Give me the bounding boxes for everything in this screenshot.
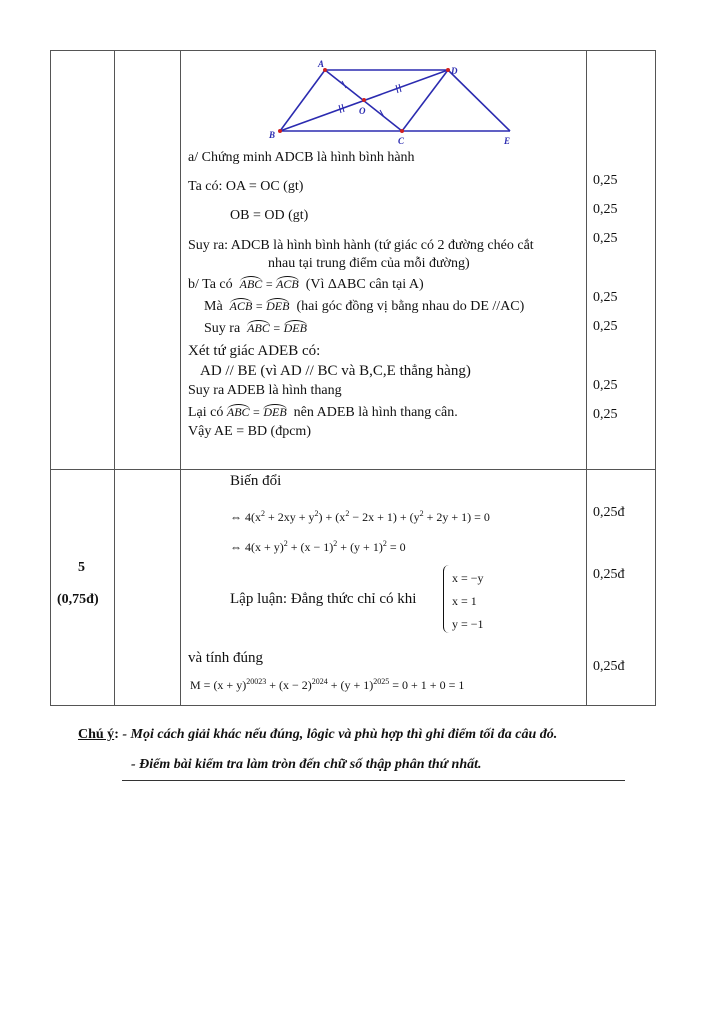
part-b-line-5: AD // BE (vì AD // BC và B,C,E thẳng hàng) [200, 363, 471, 379]
part-b-line-1 [188, 276, 424, 293]
eq-part: − 2x + 1) + (y [349, 510, 420, 524]
angle-abc: ABC [247, 321, 270, 335]
note-line-1 [78, 727, 557, 743]
eq-exponent: 2 [333, 539, 338, 548]
equals-sign: = [253, 405, 260, 419]
equals-sign: = [255, 299, 263, 313]
score-cell: 0,25 [593, 378, 618, 393]
table-border-bottom [50, 705, 656, 706]
part-b-line-7 [188, 404, 458, 421]
note-colon: : [114, 727, 119, 742]
table-col-divider-2 [180, 50, 181, 706]
part-b-line-2-reason: (hai góc đồng vị bằng nhau do DE //AC) [296, 299, 525, 314]
part-a-heading: a/ Chứng minh ADCB là hình bình hành [188, 150, 415, 165]
eq-exponent: 2 [261, 509, 265, 518]
segment-ab [280, 70, 325, 131]
segment-de [448, 70, 510, 131]
score-cell: 0,25 [593, 231, 618, 246]
angle-deb: DEB [283, 321, 307, 335]
eq-exponent: 20023 [246, 677, 267, 686]
eq-exponent: 2024 [311, 677, 328, 686]
compute-label: và tính đúng [188, 650, 263, 666]
eq-part: + (x − 1) [287, 540, 334, 554]
eq-part: M = (x + y) [190, 678, 247, 692]
eq-part: ⇔ 4(x + y) [230, 540, 284, 554]
part-b-line-2 [204, 298, 524, 315]
eq-part: + (y + 1) [337, 540, 383, 554]
angle-abc: ABC [239, 277, 263, 291]
score-cell: 0,25 [593, 407, 618, 422]
condition-3: y = −1 [452, 617, 484, 631]
eq-part: = 0 [386, 540, 406, 554]
score-cell: 0,25đ [593, 659, 625, 674]
eq-exponent: 2 [314, 509, 319, 518]
part-b-line-3-prefix: Suy ra [204, 321, 241, 336]
angle-abc: ABC [226, 405, 250, 419]
point-o [362, 98, 366, 102]
angle-deb: DEB [266, 299, 290, 313]
table-col-divider-3 [586, 50, 587, 706]
part-a-line-4: nhau tại trung điểm của mỗi đường) [268, 256, 470, 271]
label-a: A [318, 59, 325, 69]
part-b-line-4: Xét tứ giác ADEB có: [188, 343, 321, 359]
angle-acb: ACB [229, 299, 253, 313]
table-border-left [50, 50, 51, 706]
table-row-divider [50, 469, 656, 470]
eq-exponent: 2 [419, 509, 424, 518]
note-text-1: - Mọi cách giải khác nếu đúng, lôgic và phù hợp thì ghi điểm tối đa câu đó. [118, 727, 558, 742]
m-expression [190, 674, 464, 693]
eq-part: + 2y + 1) = 0 [423, 510, 490, 524]
eq-part: ) + (x [318, 510, 346, 524]
part-a-line-1: Ta có: OA = OC (gt) [188, 179, 304, 194]
condition-1: x = −y [452, 571, 484, 585]
score-cell: 0,25đ [593, 505, 625, 520]
part-b-line-1-prefix: b/ Ta có [188, 277, 233, 292]
point-c [400, 129, 404, 133]
equation-2 [230, 536, 406, 555]
part-b-line-7-prefix: Lại có [188, 405, 224, 420]
part-b-line-6: Suy ra ADEB là hình thang [188, 383, 342, 398]
part-b-line-2-prefix: Mà [204, 299, 223, 314]
system-brace [443, 565, 450, 633]
equation-1 [230, 506, 490, 525]
score-cell: 0,25 [593, 319, 618, 334]
label-d: D [451, 66, 458, 76]
part-b-line-8: Vậy AE = BD (đpcm) [188, 424, 311, 439]
eq-part: ⇔ 4(x [230, 510, 261, 524]
angle-deb: DEB [263, 405, 287, 419]
condition-2: x = 1 [452, 594, 477, 608]
table-border-right [655, 50, 656, 706]
score-cell: 0,25 [593, 202, 618, 217]
label-b: B [269, 130, 276, 140]
label-e: E [504, 136, 511, 146]
score-cell: 0,25 [593, 290, 618, 305]
part-b-line-3 [204, 320, 307, 337]
eq-exponent: 2 [345, 509, 350, 518]
equals-sign: = [273, 321, 281, 335]
score-cell: 0,25đ [593, 567, 625, 582]
question-points: (0,75đ) [57, 592, 99, 607]
eq-part: + 2xy + y [265, 510, 315, 524]
equals-sign: = [265, 277, 273, 291]
reasoning-text: Lập luận: Đẳng thức chỉ có khi [230, 591, 417, 607]
table-border-top [50, 50, 656, 51]
eq-exponent: 2025 [373, 677, 390, 686]
label-c: C [398, 136, 405, 146]
table-col-divider-1 [114, 50, 115, 706]
question-number: 5 [78, 560, 85, 575]
point-b [278, 129, 282, 133]
note-underline [122, 780, 625, 781]
part-a-line-3: Suy ra: ADCB là hình bình hành (tứ giác có 2 đường chéo cắt [188, 238, 534, 253]
eq-exponent: 2 [283, 539, 288, 548]
geometry-figure [260, 58, 520, 148]
eq-part: = 0 + 1 + 0 = 1 [389, 678, 465, 692]
eq-part: + (y + 1) [327, 678, 374, 692]
transform-label: Biến đổi [230, 473, 282, 489]
eq-part: + (x − 2) [266, 678, 312, 692]
label-o: O [359, 106, 366, 116]
part-a-line-2: OB = OD (gt) [230, 208, 309, 223]
part-b-line-1-reason: (Vì ΔABC cân tại A) [305, 277, 424, 292]
note-label: Chú ý [78, 727, 115, 742]
point-d [446, 68, 450, 72]
note-line-2: - Điểm bài kiểm tra làm tròn đến chữ số thập phân thứ nhất. [131, 757, 482, 772]
eq-exponent: 2 [382, 539, 387, 548]
part-b-line-7-conclusion: nên ADEB là hình thang cân. [293, 405, 458, 420]
angle-acb: ACB [276, 277, 299, 291]
score-cell: 0,25 [593, 173, 618, 188]
